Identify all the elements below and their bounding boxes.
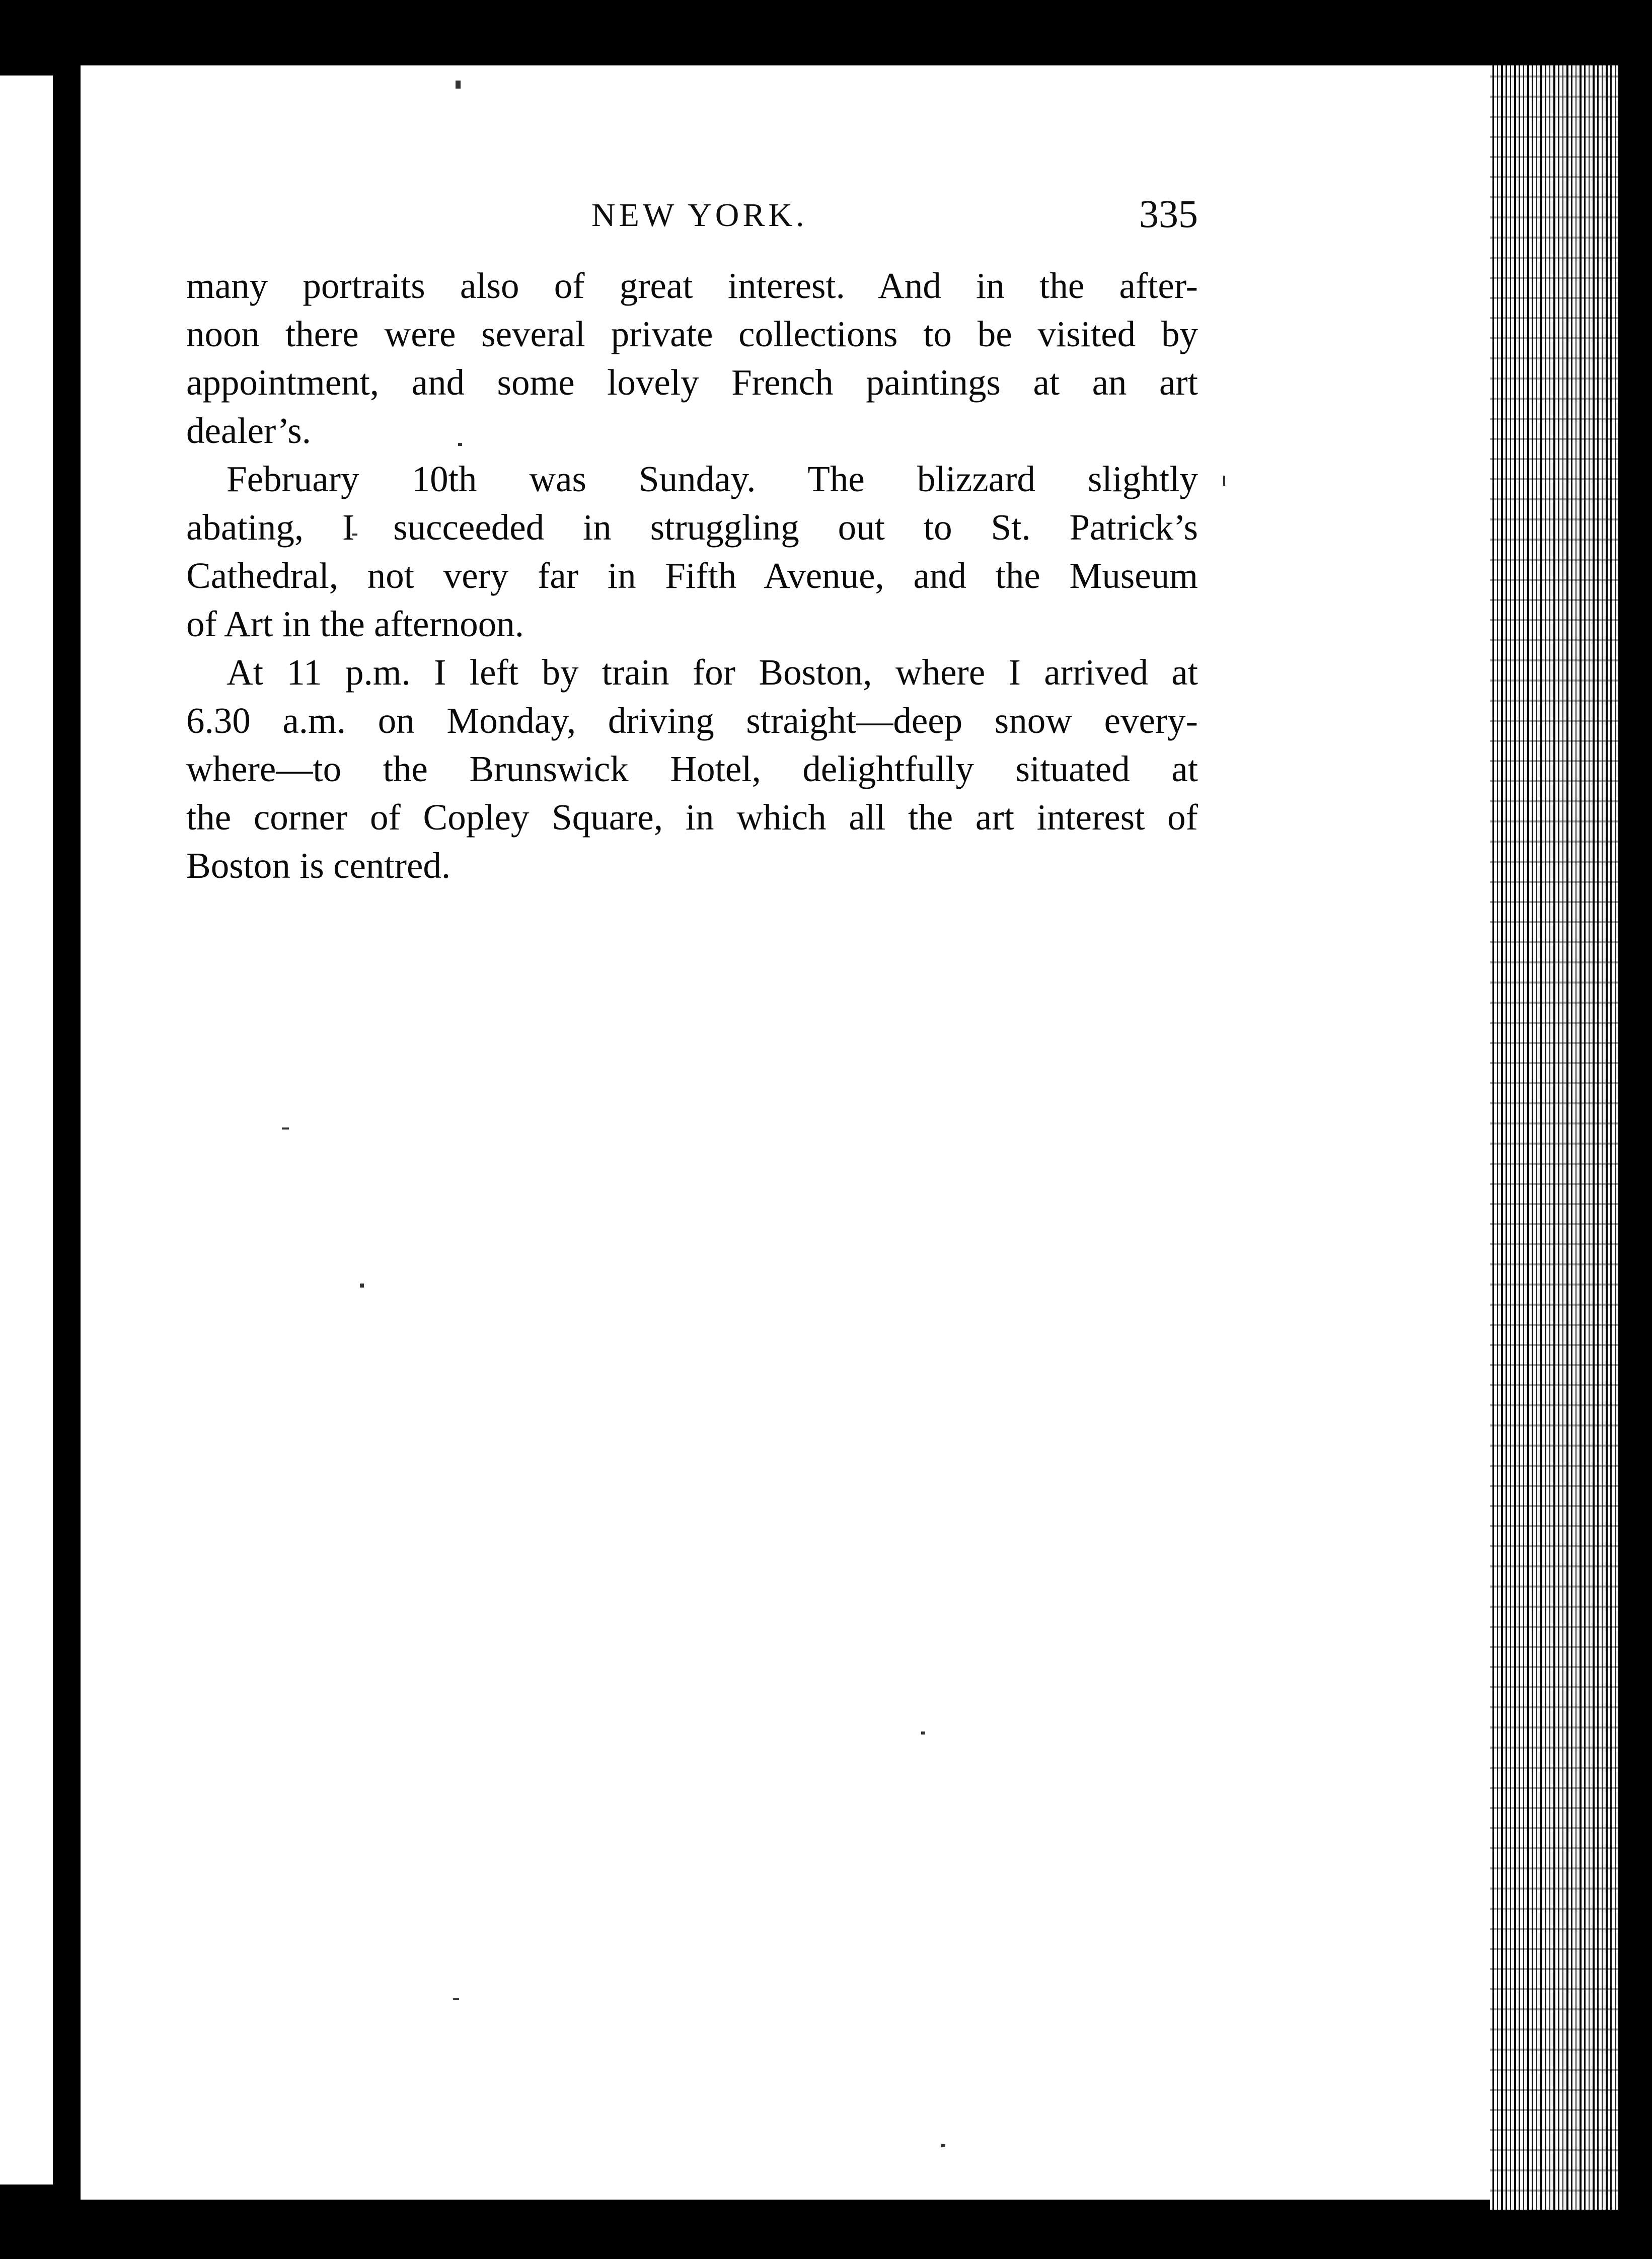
book-page-edges-shading [1490,65,1618,2210]
text-line: February 10th was Sunday. The blizzard slightly [227,459,1198,499]
scan-speck [1223,476,1225,486]
scan-speck [282,1127,289,1130]
scan-speck [456,81,461,89]
text-line: abating, I succeeded in struggling out to St. Patrick’s [186,507,1198,548]
scan-speck [921,1731,925,1735]
text-line: Cathedral, not very far in Fifth Avenue, and the Museum [186,555,1198,596]
paragraph [186,262,1198,455]
scan-speck [453,1998,459,2000]
text-line: noon there were several private collections to be visited by [186,314,1198,354]
text-line: many portraits also of great interest. And in the after- [186,265,1198,306]
text-line: At 11 p.m. I left by train for Boston, where I arrived at [227,652,1198,693]
page-number: 335 [1139,192,1198,236]
running-head: NEW YORK. [591,197,808,234]
scan-speck [360,1284,364,1288]
text-line: where—to the Brunswick Hotel, delightfully situated at [186,748,1198,789]
page-header [186,191,1198,247]
text-line: of Art in the afternoon. [186,604,524,644]
text-line: dealer’s. [186,410,311,451]
text-line: appointment, and some lovely French paintings at an art [186,362,1198,403]
paragraph [186,648,1198,890]
scan-speck [941,2144,945,2147]
text-line: the corner of Copley Square, in which all the art interest of [186,797,1198,838]
text-line: 6.30 a.m. on Monday, driving straight—deep snow every- [186,700,1198,741]
paragraph [186,455,1198,648]
left-page-margin-strip [0,76,53,2185]
body-text [186,262,1198,890]
text-line: Boston is centred. [186,845,451,886]
